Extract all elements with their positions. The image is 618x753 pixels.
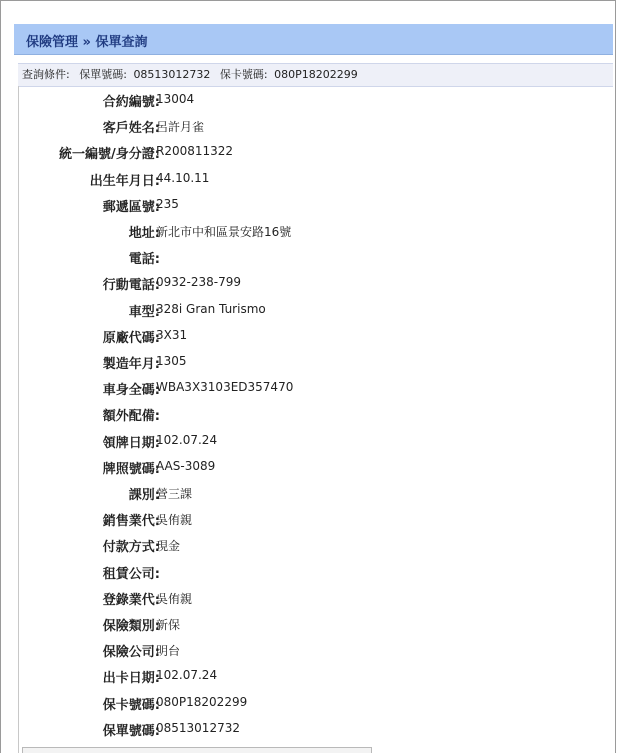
field-label: 製造年月:: [102, 357, 160, 372]
field-value: 呂許月雀: [156, 120, 205, 135]
page-header: [14, 24, 613, 55]
field-value: 3X31: [156, 327, 188, 342]
detail-row: [19, 138, 609, 164]
query-card-value: 080P18202299: [274, 68, 358, 81]
field-label: 銷售業代:: [102, 514, 160, 530]
policy-detail-table: [18, 86, 613, 753]
detail-row: [19, 453, 609, 479]
detail-row: [19, 715, 609, 741]
field-label: 額外配備:: [102, 409, 160, 425]
field-value: 現金: [156, 539, 181, 554]
field-label: 保險公司:: [102, 645, 160, 661]
field-label: 牌照號碼:: [102, 461, 160, 477]
field-value: 08513012732: [156, 720, 240, 735]
query-policy-value: 08513012732: [133, 68, 211, 81]
query-label: 查詢條件:: [22, 68, 70, 81]
field-value: 235: [156, 196, 179, 211]
field-label: 保單號碼:: [102, 723, 160, 739]
detail-row: [19, 662, 609, 688]
field-label: 地址:: [128, 226, 160, 241]
field-value: 1305: [156, 354, 187, 368]
detail-row: [19, 610, 609, 636]
field-label: 電話:: [128, 252, 160, 268]
detail-row: [19, 86, 609, 112]
detail-row: [19, 322, 609, 348]
query-policy-label: 保單號碼:: [79, 68, 127, 81]
field-value: R200811322: [156, 144, 234, 159]
field-label: 原廠代碼:: [102, 330, 160, 346]
breadcrumb: 保險管理 » 保單查詢: [26, 35, 148, 50]
detail-row: [19, 112, 609, 138]
field-value: 080P18202299: [156, 694, 248, 709]
field-label: 行動電話:: [102, 278, 160, 294]
field-label: 出卡日期:: [102, 671, 160, 687]
field-label: 客戶姓名:: [102, 121, 160, 137]
field-label: 課別:: [128, 488, 160, 503]
detail-row: [19, 400, 609, 426]
field-value: 44.10.11: [156, 170, 210, 185]
detail-row: [19, 374, 609, 400]
detail-row: [19, 165, 609, 191]
field-value: 吳侑親: [156, 513, 193, 528]
query-conditions-bar: [18, 63, 613, 87]
field-value: 13004: [156, 92, 195, 106]
detail-row: [19, 479, 609, 505]
field-label: 租賃公司:: [102, 566, 160, 582]
field-label: 車身全碼:: [102, 383, 160, 399]
field-value: 0932-238-799: [156, 275, 242, 290]
detail-row: [19, 505, 609, 531]
detail-row: [19, 269, 609, 295]
detail-row: [19, 296, 609, 322]
field-label: 領牌日期:: [102, 435, 160, 451]
field-value: 328i Gran Turismo: [156, 301, 266, 316]
detail-row: [19, 584, 609, 610]
field-value: 明台: [156, 644, 181, 659]
field-value: 吳侑親: [156, 591, 193, 606]
field-label: 車型:: [128, 304, 160, 320]
detail-row: [19, 348, 609, 374]
field-value: AAS-3089: [156, 458, 216, 473]
field-label: 出生年月日:: [89, 173, 160, 189]
detail-row: [19, 558, 609, 584]
detail-row: [19, 427, 609, 453]
field-value: 102.07.24: [156, 432, 218, 447]
field-label: 統一編號/身分證:: [59, 147, 160, 163]
query-card-label: 保卡號碼:: [219, 68, 268, 81]
detail-row: [19, 689, 609, 715]
horizontal-scrollbar[interactable]: [22, 747, 372, 753]
detail-row: [19, 191, 609, 217]
field-label: 保卡號碼:: [102, 697, 160, 713]
detail-row: [19, 531, 609, 557]
field-label: 合約編號:: [102, 95, 160, 110]
detail-row: [19, 217, 609, 243]
field-label: 付款方式:: [102, 540, 160, 556]
field-label: 保險類別:: [102, 619, 160, 634]
field-value: 新北市中和區景安路16號: [156, 225, 292, 239]
detail-row: [19, 636, 609, 662]
field-label: 郵遞區號:: [102, 199, 160, 215]
detail-row: [19, 243, 609, 269]
field-value: 營三課: [156, 487, 193, 501]
field-label: 登錄業代:: [102, 592, 160, 608]
field-value: 新保: [156, 618, 181, 632]
field-value: 102.07.24: [156, 668, 218, 683]
field-value: WBA3X3103ED357470: [156, 380, 294, 395]
